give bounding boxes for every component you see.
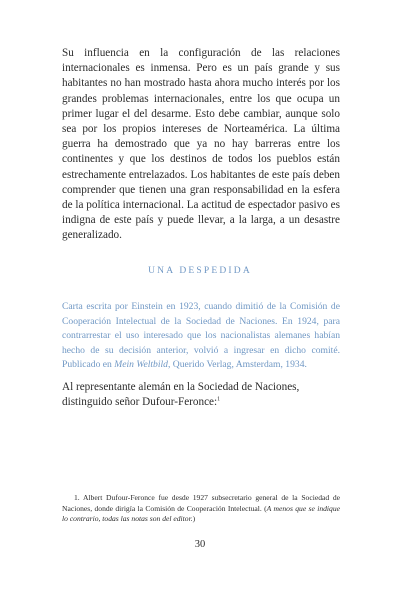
footnote-closing: ) xyxy=(192,514,196,524)
salutation-text: Al representante alemán en la Sociedad de Naciones, distinguido señor Dufour-Feronce: xyxy=(62,381,300,409)
letter-salutation xyxy=(62,380,352,410)
publication-details: , Querido Verlag, Amsterdam, 1934. xyxy=(167,359,307,371)
footnote-text: 1. Albert Dufour-Feronce fue desde 1927 subsecretario general de la Sociedad de Naciones, donde dirigía la Comisión de Cooperación Intelectual. ( xyxy=(62,493,340,513)
intro-note-text: Carta escrita por Einstein en 1923, cuando dimitió de la Comisión de Cooperación Intelectual de la Sociedad de Naciones. En 1924, para contrarrestar el uso interesado que los nacionalistas alemanes habían hecho de su decisión anterior, volvió a ingresar en dicho comité. Publicado en xyxy=(62,301,340,371)
footnote-editor-note: A menos que se indique lo contrario, todas las notas son del editor. xyxy=(62,503,340,524)
section-heading: UNA DESPEDIDA xyxy=(148,266,252,276)
main-paragraph: Su influencia en la configuración de las relaciones internacionales es inmensa. Pero es un país grande y sus habitantes no han mostrado hasta ahora mucho interés por los grandes problemas internacionales, entre los que ocupa un primer lugar el del desarme. Esto debe cambiar, aunque solo sea por los propios intereses de Norteamérica. La última guerra ha demostrado que ya no hay barreras entre los continentes y que los destinos de todos los pueblos están estrechamente entrelazados. Los habitantes de este país deben comprender que tienen una gran responsabilidad en la esfera de la política internacional. La actitud de espectador pasivo es indigna de este país y puede llevar, a la larga, a un desastre generalizado. xyxy=(62,47,340,242)
footnote-marker[interactable]: 1 xyxy=(217,396,221,403)
page-number: 30 xyxy=(194,539,206,550)
publication-title: Mein Weltbild xyxy=(114,359,168,371)
footnote xyxy=(62,493,340,525)
letter-intro-note xyxy=(62,300,340,373)
